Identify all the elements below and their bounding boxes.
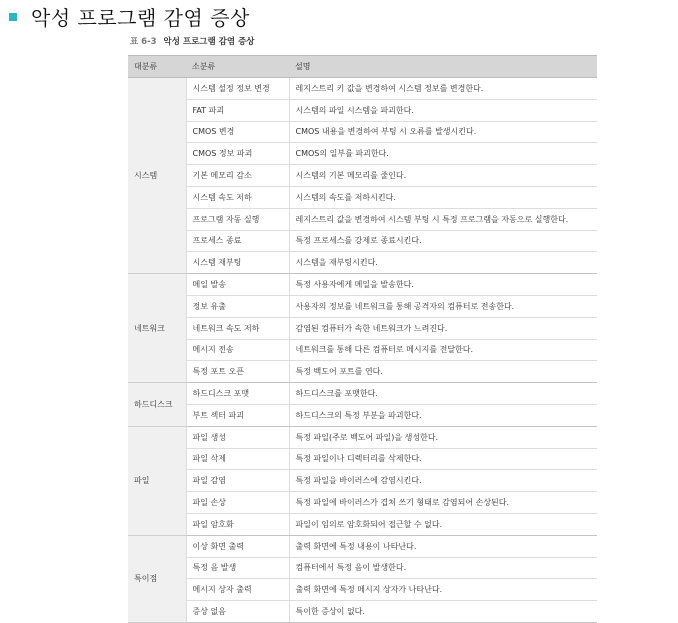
major-category-cell: 파일 — [128, 426, 186, 535]
title-bullet-icon — [9, 13, 17, 21]
sub-category-cell: 이상 화면 출력 — [186, 535, 289, 557]
description-cell: 특정 파일을 바이러스에 감염시킨다. — [289, 470, 597, 492]
table-row — [128, 361, 597, 383]
table-row — [128, 470, 597, 492]
table-row — [128, 208, 597, 230]
sub-category-cell: 특정 음 발생 — [186, 557, 289, 579]
sub-category-cell: 기본 메모리 감소 — [186, 165, 289, 187]
description-cell: 특정 프로세스를 강제로 종료시킨다. — [289, 230, 597, 252]
table-row — [128, 121, 597, 143]
table-row — [128, 317, 597, 339]
sub-category-cell: 프로그램 자동 실행 — [186, 208, 289, 230]
table-row — [128, 579, 597, 601]
table-row — [128, 339, 597, 361]
description-cell: 특이한 증상이 없다. — [289, 601, 597, 623]
description-cell: 시스템을 재부팅시킨다. — [289, 252, 597, 274]
sub-category-cell: 메일 발송 — [186, 274, 289, 296]
table-row — [128, 230, 597, 252]
description-cell: 시스템의 기본 메모리를 줄인다. — [289, 165, 597, 187]
sub-category-cell: 파일 삭제 — [186, 448, 289, 470]
sub-category-cell: 파일 감염 — [186, 470, 289, 492]
description-cell: CMOS의 일부를 파괴한다. — [289, 143, 597, 165]
description-cell: 시스템의 파일 시스템을 파괴한다. — [289, 99, 597, 121]
description-cell: 파일이 임의로 암호화되어 접근할 수 없다. — [289, 513, 597, 535]
table-row — [128, 535, 597, 557]
header-description: 설명 — [289, 56, 597, 78]
table-row — [128, 448, 597, 470]
table-row — [128, 165, 597, 187]
header-major-category: 대분류 — [128, 56, 186, 78]
table-row — [128, 557, 597, 579]
description-cell: 컴퓨터에서 특정 음이 발생한다. — [289, 557, 597, 579]
sub-category-cell: 특정 포트 오픈 — [186, 361, 289, 383]
major-category-cell: 하드디스크 — [128, 383, 186, 427]
description-cell: 특정 파일(주로 백도어 파일)을 생성한다. — [289, 426, 597, 448]
table-row — [128, 601, 597, 623]
table-row — [128, 426, 597, 448]
description-cell: 출력 화면에 특정 내용이 나타난다. — [289, 535, 597, 557]
description-cell: 출력 화면에 특정 메시지 상자가 나타난다. — [289, 579, 597, 601]
description-cell: 감염된 컴퓨터가 속한 네트워크가 느려진다. — [289, 317, 597, 339]
table-row — [128, 78, 597, 100]
major-category-cell: 특이점 — [128, 535, 186, 622]
slide-title-text: 악성 프로그램 감염 증상 — [31, 5, 250, 30]
sub-category-cell: 파일 손상 — [186, 492, 289, 514]
sub-category-cell: 정보 유출 — [186, 295, 289, 317]
description-cell: 레지스트리 키 값을 변경하여 시스템 정보를 변경한다. — [289, 78, 597, 100]
sub-category-cell: 하드디스크 포맷 — [186, 383, 289, 405]
description-cell: 하드디스크의 특정 부분을 파괴한다. — [289, 404, 597, 426]
table-row — [128, 295, 597, 317]
sub-category-cell: 프로세스 종료 — [186, 230, 289, 252]
table-row — [128, 143, 597, 165]
table-caption-text: 악성 프로그램 감염 증상 — [163, 37, 255, 47]
description-cell: CMOS 내용을 변경하여 부팅 시 오류를 발생시킨다. — [289, 121, 597, 143]
table-row — [128, 383, 597, 405]
table-header-row — [128, 56, 597, 78]
table-row — [128, 404, 597, 426]
major-category-cell: 시스템 — [128, 78, 186, 274]
table-row — [128, 186, 597, 208]
major-category-cell: 네트워크 — [128, 274, 186, 383]
sub-category-cell: 파일 생성 — [186, 426, 289, 448]
sub-category-cell: FAT 파괴 — [186, 99, 289, 121]
table-row — [128, 492, 597, 514]
table-row — [128, 513, 597, 535]
sub-category-cell: 시스템 속도 저하 — [186, 186, 289, 208]
sub-category-cell: CMOS 변경 — [186, 121, 289, 143]
description-cell: 특정 사용자에게 메일을 발송한다. — [289, 274, 597, 296]
sub-category-cell: CMOS 정보 파괴 — [186, 143, 289, 165]
sub-category-cell: 메시지 전송 — [186, 339, 289, 361]
slide-title — [9, 2, 250, 30]
table-row — [128, 99, 597, 121]
description-cell: 레지스트리 값을 변경하여 시스템 부팅 시 특정 프로그램을 자동으로 실행한다. — [289, 208, 597, 230]
table-body — [128, 78, 597, 623]
table-row — [128, 274, 597, 296]
sub-category-cell: 네트워크 속도 저하 — [186, 317, 289, 339]
sub-category-cell: 시스템 설정 정보 변경 — [186, 78, 289, 100]
symptoms-table — [128, 55, 597, 623]
header-sub-category: 소분류 — [186, 56, 289, 78]
table-caption — [130, 35, 255, 47]
sub-category-cell: 파일 암호화 — [186, 513, 289, 535]
sub-category-cell: 메시지 상자 출력 — [186, 579, 289, 601]
description-cell: 하드디스크를 포맷한다. — [289, 383, 597, 405]
sub-category-cell: 증상 없음 — [186, 601, 289, 623]
sub-category-cell: 시스템 재부팅 — [186, 252, 289, 274]
description-cell: 네트워크를 통해 다른 컴퓨터로 메시지를 전달한다. — [289, 339, 597, 361]
description-cell: 특정 파일이나 디렉터리를 삭제한다. — [289, 448, 597, 470]
description-cell: 시스템의 속도를 저하시킨다. — [289, 186, 597, 208]
description-cell: 사용자의 정보를 네트워크를 통해 공격자의 컴퓨터로 전송한다. — [289, 295, 597, 317]
description-cell: 특정 백도어 포트를 연다. — [289, 361, 597, 383]
table-caption-number: 표 6-3 — [130, 37, 157, 47]
description-cell: 특정 파일에 바이러스가 겹쳐 쓰기 형태로 감염되어 손상된다. — [289, 492, 597, 514]
sub-category-cell: 부트 섹터 파괴 — [186, 404, 289, 426]
table-row — [128, 252, 597, 274]
